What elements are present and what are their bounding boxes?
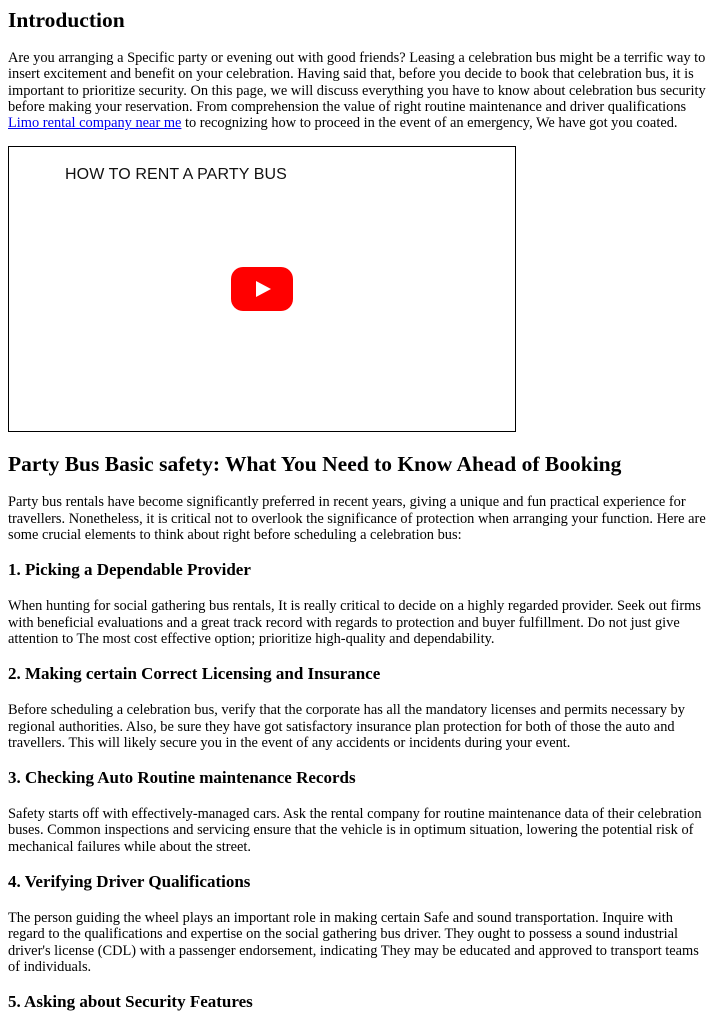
youtube-play-icon[interactable]	[231, 267, 293, 311]
section-heading-provider: 1. Picking a Dependable Provider	[8, 560, 251, 580]
section-heading-maintenance: 3. Checking Auto Routine maintenance Records	[8, 768, 356, 788]
section-text-provider: When hunting for social gathering bus rentals, It is really critical to decide on a highly regarded provider. Seek out firms with beneficial evaluations and a great track record with regards to protection and buyer fulfillment. Do not just give attention to The most cost effective option; prioritize high-quality and dependability.	[8, 598, 701, 647]
intro-text-before-link: Are you arranging a Specific party or evening out with good friends? Leasing a celebration bus might be a terrific way to insert excitement and benefit on your celebration. Having said that, before you decide to book that celebration bus, it is important to prioritize security. On this page, we will discuss everything you have to know about celebration bus security before making your reservation. From comprehension the value of right routine maintenance and driver qualifications	[8, 50, 706, 115]
main-intro-paragraph: Party bus rentals have become significantly preferred in recent years, giving a unique and fun practical experience for travellers. Nonetheless, it is critical not to overlook the significance of protection when arranging your function. Here are some crucial elements to think about right before scheduling a celebration bus:	[8, 494, 706, 544]
intro-heading: Introduction	[8, 8, 125, 32]
play-triangle-icon	[256, 281, 271, 297]
article	[0, 7, 712, 1012]
section-text-driver: The person guiding the wheel plays an important role in making certain Safe and sound transportation. Inquire with regard to the qualifications and expertise on the social gathering bus driver. They ought to possess a sound industrial driver's license (CDL) with a passenger endorsement, indicating They may be educated and approved to transport teams of individuals.	[8, 910, 699, 975]
section-heading-licensing: 2. Making certain Correct Licensing and Insurance	[8, 664, 381, 684]
limo-rental-link[interactable]: Limo rental company near me	[8, 115, 182, 132]
section-text-maintenance: Safety starts off with effectively-managed cars. Ask the rental company for routine maintenance data of their celebration buses. Common inspections and servicing ensure that the vehicle is in optimum situation, lowering the potential risk of mechanical failures while about the street.	[8, 806, 702, 855]
intro-text-after-link: to recognizing how to proceed in the event of an emergency, We have got you coated.	[181, 115, 678, 132]
main-heading: Party Bus Basic safety: What You Need to Know Ahead of Booking	[8, 452, 622, 477]
section-heading-driver: 4. Verifying Driver Qualifications	[8, 872, 251, 892]
section-text-licensing: Before scheduling a celebration bus, verify that the corporate has all the mandatory licenses and permits necessary by regional authorities. Also, be sure they have got satisfactory insurance plan protection for both of those the auto and travellers. This will likely secure you in the event of any accidents or incidents during your event.	[8, 702, 685, 751]
embedded-video[interactable]	[8, 146, 516, 432]
section-heading-security: 5. Asking about Security Features	[8, 992, 253, 1012]
video-title[interactable]: HOW TO RENT A PARTY BUS	[65, 166, 287, 184]
intro-paragraph	[8, 50, 712, 131]
